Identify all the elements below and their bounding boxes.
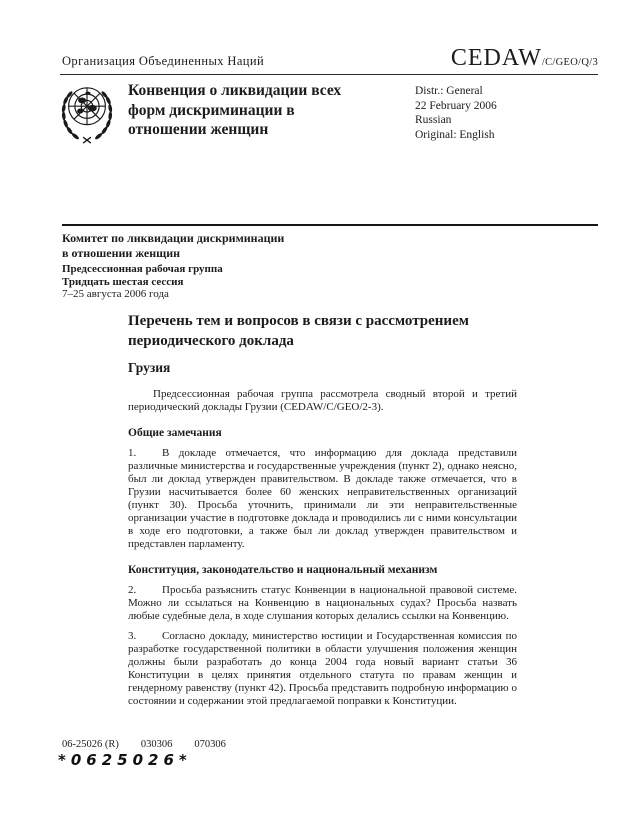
paragraph-1 [128, 447, 517, 551]
footer-code-1: 030306 [140, 739, 173, 750]
working-group-line: Предсессионная рабочая группа [62, 263, 223, 275]
country-heading: Грузия [128, 360, 171, 375]
org-name: Организация Объединенных Наций [62, 54, 265, 68]
paragraph-3-number: 3. [128, 630, 137, 642]
committee-name-line2: в отношении женщин [62, 245, 181, 260]
page-title: Перечень тем и вопросов в связи с рассмотрением периодического доклада [128, 313, 469, 349]
footer-codes [62, 739, 248, 750]
intro-paragraph: Предсессионная рабочая группа рассмотрела сводный второй и третий периодический доклады Грузии (CEDAW/C/GEO/2-3). [128, 388, 517, 413]
paragraph-2-number: 2. [128, 584, 137, 596]
document-symbol-suffix: /C/GEO/Q/3 [541, 57, 598, 68]
convention-title: Конвенция о ликвидации всех форм дискриминации в отношении женщин [128, 82, 342, 138]
main-content [128, 311, 517, 708]
session-rule [62, 224, 598, 226]
un-emblem-icon [56, 80, 118, 146]
committee-name-line1: Комитет по ликвидации дискриминации [62, 231, 285, 245]
paragraph-1-number: 1. [128, 447, 137, 459]
session-dates-line: 7–25 августа 2006 года [62, 288, 169, 300]
paragraph-3 [128, 630, 517, 708]
distr-line: Distr.: General [415, 85, 483, 97]
distribution-block [415, 84, 497, 142]
section-heading-constitution: Конституция, законодательство и национальный механизм [128, 564, 438, 576]
footer-code-2: 070306 [194, 739, 226, 750]
date-line: 22 February 2006 [415, 99, 497, 112]
job-number: 06-25026 (R) [62, 739, 119, 750]
paragraph-1-text: В докладе отмечается, что информацию для доклада представили различные министерства и государственные учреждения (пункт 2), однако неясно, был ли доклад утвержден правительством. В докладе также отмечается, что в Грузии насчитывается более 60 женских неправительственных организаций (пункт 30). Просьба уточнить, принимали ли эти неправительственные организации участие в подготовке доклада и проводились ли с ними консультации в ходе его подготовки, а также был ли доклад утвержден правительством и представлен парламенту. [128, 447, 517, 550]
header-rule [60, 74, 598, 75]
paragraph-3-text: Согласно докладу, министерство юстиции и Государственная комиссия по разработке государственной политики в области улучшения положения женщин должны были разработать до конца 2004 года новый вариант статьи 36 Конституции в целях принятия отдельного статута по правам женщин и гендерному равенству (пункт 42). Просьба представить подробную информацию о состоянии и содержании этой предлагаемой поправки к Конституции. [128, 630, 517, 707]
session-block [62, 231, 284, 301]
original-language-line: Original: English [415, 128, 495, 141]
paragraph-2 [128, 584, 517, 623]
barcode-text: *0625026* [58, 751, 192, 769]
paragraph-2-text: Просьба разъяснить статус Конвенции в национальной правовой системе. Можно ли ссылаться на Конвенцию в национальных судах? Просьба назвать любые судебные дела, в ходе слушания которых делались ссылки на Конвенцию. [128, 584, 517, 622]
document-symbol-main: CEDAW [450, 45, 542, 71]
section-heading-general: Общие замечания [128, 427, 222, 439]
language-line: Russian [415, 114, 452, 126]
session-number-line: Тридцать шестая сессия [62, 275, 184, 288]
document-symbol [451, 45, 598, 72]
